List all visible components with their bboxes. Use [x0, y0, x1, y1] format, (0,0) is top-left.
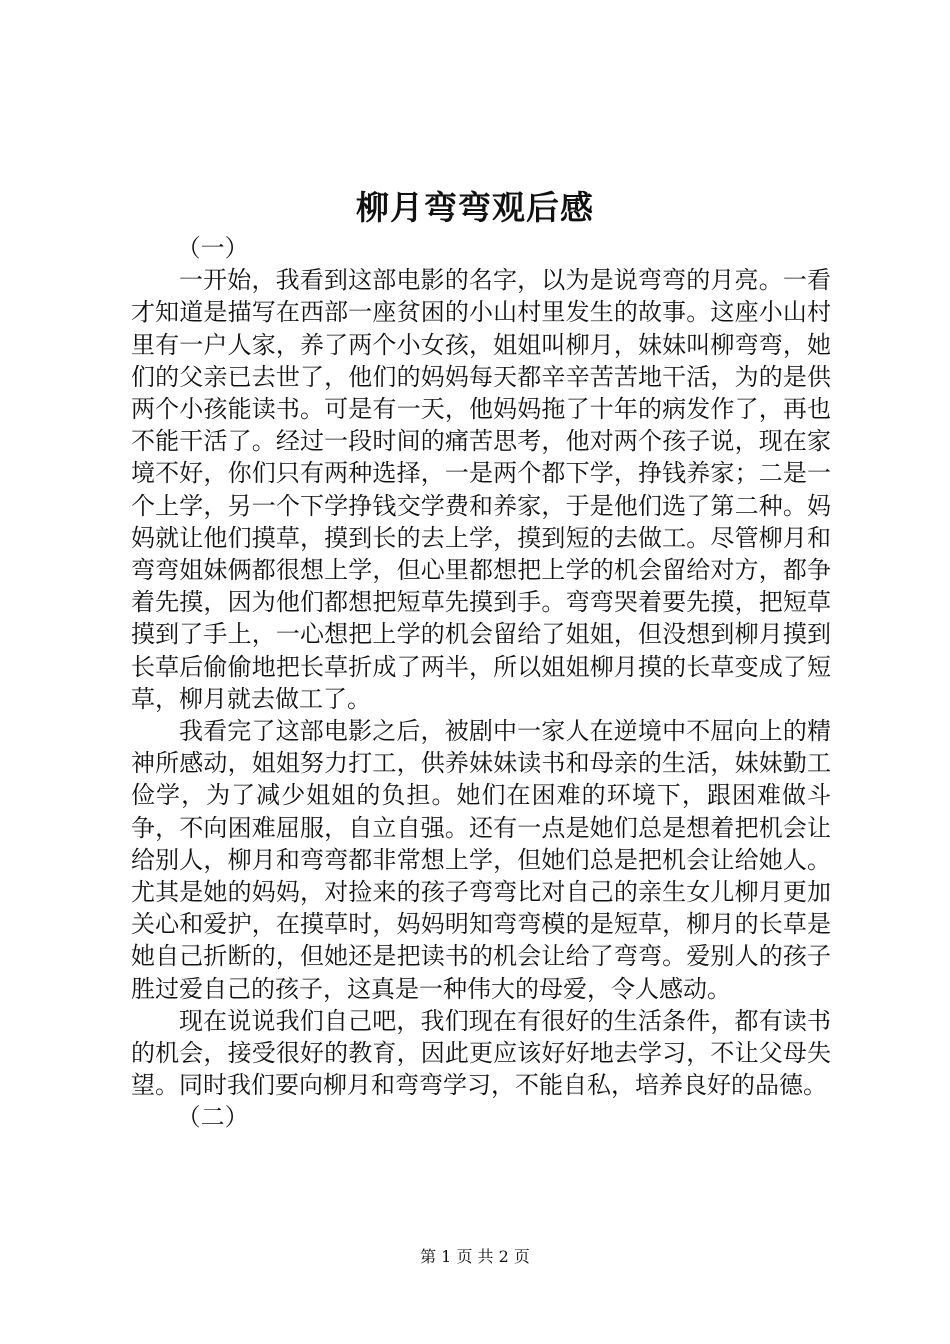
document-body — [131, 232, 831, 1134]
document-title: 柳月弯弯观后感 — [356, 188, 594, 227]
paragraph-2: 我看完了这部电影之后，被剧中一家人在逆境中不屈向上的精神所感动，姐姐努力打工，供养妹妹读书和母亲的生活，妹妹勤工俭学，为了减少姐姐的负担。她们在困难的环境下，跟困难做斗争，不向困难屈服，自立自强。还有一点是她们总是想着把机会让给别人，柳月和弯弯都非常想上学，但她们总是把机会让给她人。尤其是她的妈妈，对捡来的孩子弯弯比对自己的亲生女儿柳月更加关心和爱护，在摸草时，妈妈明知弯弯模的是短草，柳月的长草是她自己折断的，但她还是把读书的机会让给了弯弯。爱别人的孩子胜过爱自己的孩子，这真是一种伟大的母爱，令人感动。 — [131, 717, 831, 1003]
section-two-marker: （二） — [176, 1103, 249, 1132]
paragraph-3: 现在说说我们自己吧，我们现在有很好的生活条件，都有读书的机会，接受很好的教育，因此更应该好好地去学习，不让父母失望。同时我们要向柳月和弯弯学习，不能自私，培养良好的品德。 — [131, 1006, 831, 1100]
paragraph-1: 一开始，我看到这部电影的名字，以为是说弯弯的月亮。一看才知道是描写在西部一座贫困的小山村里发生的故事。这座小山村里有一户人家，养了两个小女孩，姐姐叫柳月，妹妹叫柳弯弯，她们的父亲已去世了，他们的妈妈每天都辛辛苦苦地干活，为的是供两个小孩能读书。可是有一天，他妈妈拖了十年的病发作了，再也不能干活了。经过一段时间的痛苦思考，他对两个孩子说，现在家境不好，你们只有两种选择，一是两个都下学，挣钱养家；二是一个上学，另一个下学挣钱交学费和养家，于是他们选了第二种。妈妈就让他们摸草，摸到长的去上学，摸到短的去做工。尽管柳月和弯弯姐妹俩都很想上学，但心里都想把上学的机会留给对方，都争着先摸，因为他们都想把短草先摸到手。弯弯哭着要先摸，把短草摸到了手上，一心想把上学的机会留给了姐姐，但没想到柳月摸到长草后偷偷地把长草折成了两半，所以姐姐柳月摸的长草变成了短草，柳月就去做工了。 — [131, 266, 831, 713]
section-one-marker: （一） — [176, 234, 249, 262]
page-footer: 第 1 页 共 2 页 — [420, 1247, 530, 1266]
